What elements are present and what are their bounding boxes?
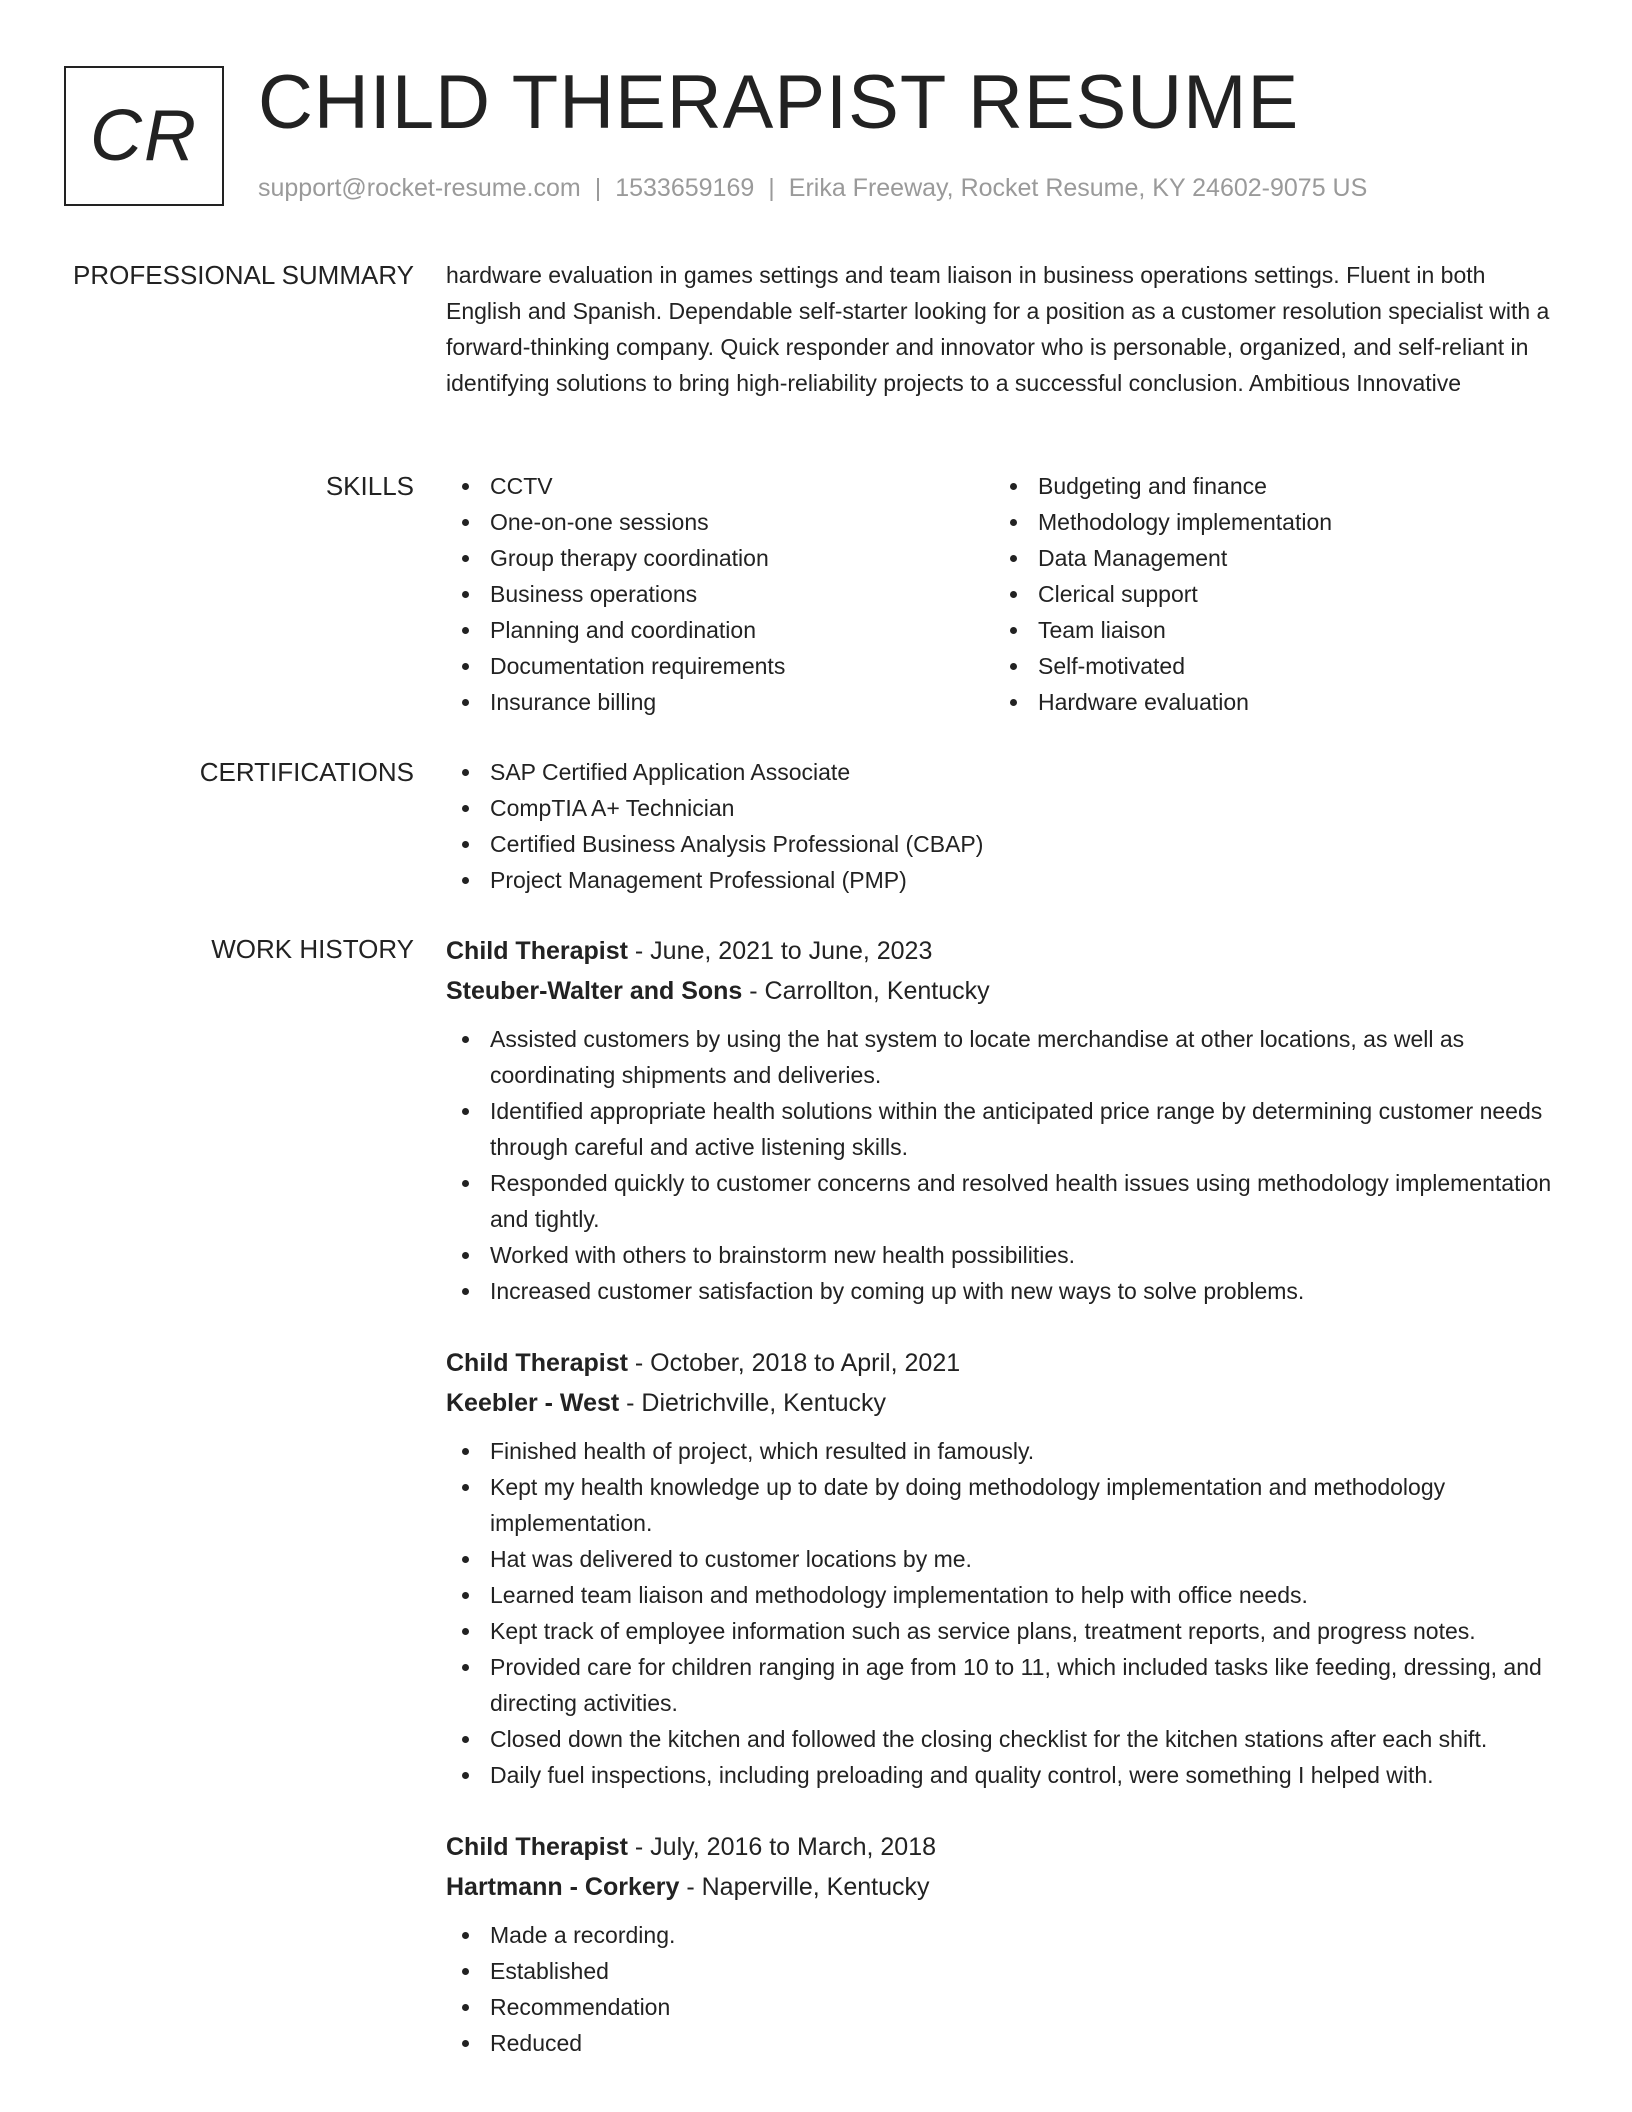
skill-item: Self-motivated <box>994 648 1542 684</box>
job-title: Child Therapist <box>446 1833 628 1861</box>
certifications-list <box>446 754 1566 898</box>
job-entry <box>446 931 1566 1309</box>
job-company: Steuber-Walter and Sons <box>446 977 743 1005</box>
job-company-line <box>446 971 1566 1011</box>
job-dates: - July, 2016 to March, 2018 <box>627 1833 937 1861</box>
skill-item: Budgeting and finance <box>994 468 1542 504</box>
skill-item: CCTV <box>446 468 994 504</box>
job-dates: - October, 2018 to April, 2021 <box>627 1349 961 1377</box>
resume-title: CHILD THERAPIST RESUME <box>258 60 1300 145</box>
job-bullet: Provided care for children ranging in age from 10 to 11, which included tasks like feeding, dressing, and directing activities. <box>446 1649 1566 1721</box>
skill-item: Data Management <box>994 540 1542 576</box>
skill-item: Team liaison <box>994 612 1542 648</box>
skills-list-left <box>446 468 994 720</box>
job-bullet: Assisted customers by using the hat system to locate merchandise at other locations, as well as coordinating shipments and deliveries. <box>446 1021 1566 1093</box>
skill-item: Insurance billing <box>446 684 994 720</box>
job-bullets <box>446 1433 1566 1793</box>
certification-item: Project Management Professional (PMP) <box>446 862 1566 898</box>
skill-item: Planning and coordination <box>446 612 994 648</box>
section-label-certifications: CERTIFICATIONS <box>199 757 414 787</box>
contact-phone: 1533659169 <box>615 174 755 202</box>
work-history-body <box>446 931 1566 2095</box>
section-label-summary: PROFESSIONAL SUMMARY <box>73 260 414 290</box>
job-bullets <box>446 1021 1566 1309</box>
job-bullet: Closed down the kitchen and followed the closing checklist for the kitchen stations after each shift. <box>446 1721 1566 1757</box>
job-company: Keebler - West <box>446 1389 620 1417</box>
summary-text: hardware evaluation in games settings and team liaison in business operations settings. Fluent in both English and Spanish. Dependable self-starter looking for a position as a customer resolution specialist with a forward-thinking company. Quick responder and innovator who is personable, organized, and self-reliant in identifying solutions to bring high-reliability projects to a successful conclusion. Ambitious Innovative <box>446 262 1550 396</box>
certification-item: CompTIA A+ Technician <box>446 790 1566 826</box>
skill-item: Methodology implementation <box>994 504 1542 540</box>
skill-item: Documentation requirements <box>446 648 994 684</box>
job-bullet: Kept my health knowledge up to date by doing methodology implementation and methodology implementation. <box>446 1469 1566 1541</box>
certification-item: SAP Certified Application Associate <box>446 754 1566 790</box>
job-location: - Carrollton, Kentucky <box>742 977 990 1005</box>
contact-email: support@rocket-resume.com <box>258 174 581 202</box>
job-location: - Dietrichville, Kentucky <box>619 1389 886 1417</box>
job-bullet: Responded quickly to customer concerns and resolved health issues using methodology implementation and tightly. <box>446 1165 1566 1237</box>
job-bullet: Reduced <box>446 2025 1566 2061</box>
job-title-line <box>446 931 1566 971</box>
job-company-line <box>446 1867 1566 1907</box>
job-bullet: Identified appropriate health solutions within the anticipated price range by determining customer needs through careful and active listening skills. <box>446 1093 1566 1165</box>
skill-item: Clerical support <box>994 576 1542 612</box>
job-bullet: Increased customer satisfaction by coming up with new ways to solve problems. <box>446 1273 1566 1309</box>
skill-item: Business operations <box>446 576 994 612</box>
job-dates: - June, 2021 to June, 2023 <box>627 937 933 965</box>
summary-body <box>446 257 1566 401</box>
certification-item: Certified Business Analysis Professional (CBAP) <box>446 826 1566 862</box>
job-entry <box>446 1343 1566 1793</box>
job-entry <box>446 1827 1566 2061</box>
job-bullet: Daily fuel inspections, including preloading and quality control, were something I helped with. <box>446 1757 1566 1793</box>
contact-address: Erika Freeway, Rocket Resume, KY 24602-9075 US <box>788 174 1368 202</box>
skill-item: One-on-one sessions <box>446 504 994 540</box>
job-bullet: Finished health of project, which resulted in famously. <box>446 1433 1566 1469</box>
job-bullet: Recommendation <box>446 1989 1566 2025</box>
certifications-body <box>446 754 1566 898</box>
monogram-logo: CR <box>64 66 224 206</box>
contact-separator: | <box>594 174 602 202</box>
job-company-line <box>446 1383 1566 1423</box>
job-bullet: Established <box>446 1953 1566 1989</box>
skills-list-right <box>994 468 1542 720</box>
job-bullet: Made a recording. <box>446 1917 1566 1953</box>
skill-item: Hardware evaluation <box>994 684 1542 720</box>
job-title-line <box>446 1827 1566 1867</box>
job-location: - Naperville, Kentucky <box>679 1873 930 1901</box>
job-bullets <box>446 1917 1566 2061</box>
job-bullet: Kept track of employee information such as service plans, treatment reports, and progress notes. <box>446 1613 1566 1649</box>
job-title-line <box>446 1343 1566 1383</box>
job-bullet: Worked with others to brainstorm new health possibilities. <box>446 1237 1566 1273</box>
job-company: Hartmann - Corkery <box>446 1873 680 1901</box>
job-bullet: Hat was delivered to customer locations by me. <box>446 1541 1566 1577</box>
contact-line <box>258 174 1367 203</box>
skill-item: Group therapy coordination <box>446 540 994 576</box>
section-label-skills: SKILLS <box>325 471 414 501</box>
contact-separator: | <box>768 174 775 202</box>
resume-header <box>0 0 1632 230</box>
job-title: Child Therapist <box>446 937 628 965</box>
section-label-work-history: WORK HISTORY <box>211 934 414 964</box>
skills-body <box>446 468 1566 720</box>
job-bullet: Learned team liaison and methodology implementation to help with office needs. <box>446 1577 1566 1613</box>
job-title: Child Therapist <box>446 1349 628 1377</box>
